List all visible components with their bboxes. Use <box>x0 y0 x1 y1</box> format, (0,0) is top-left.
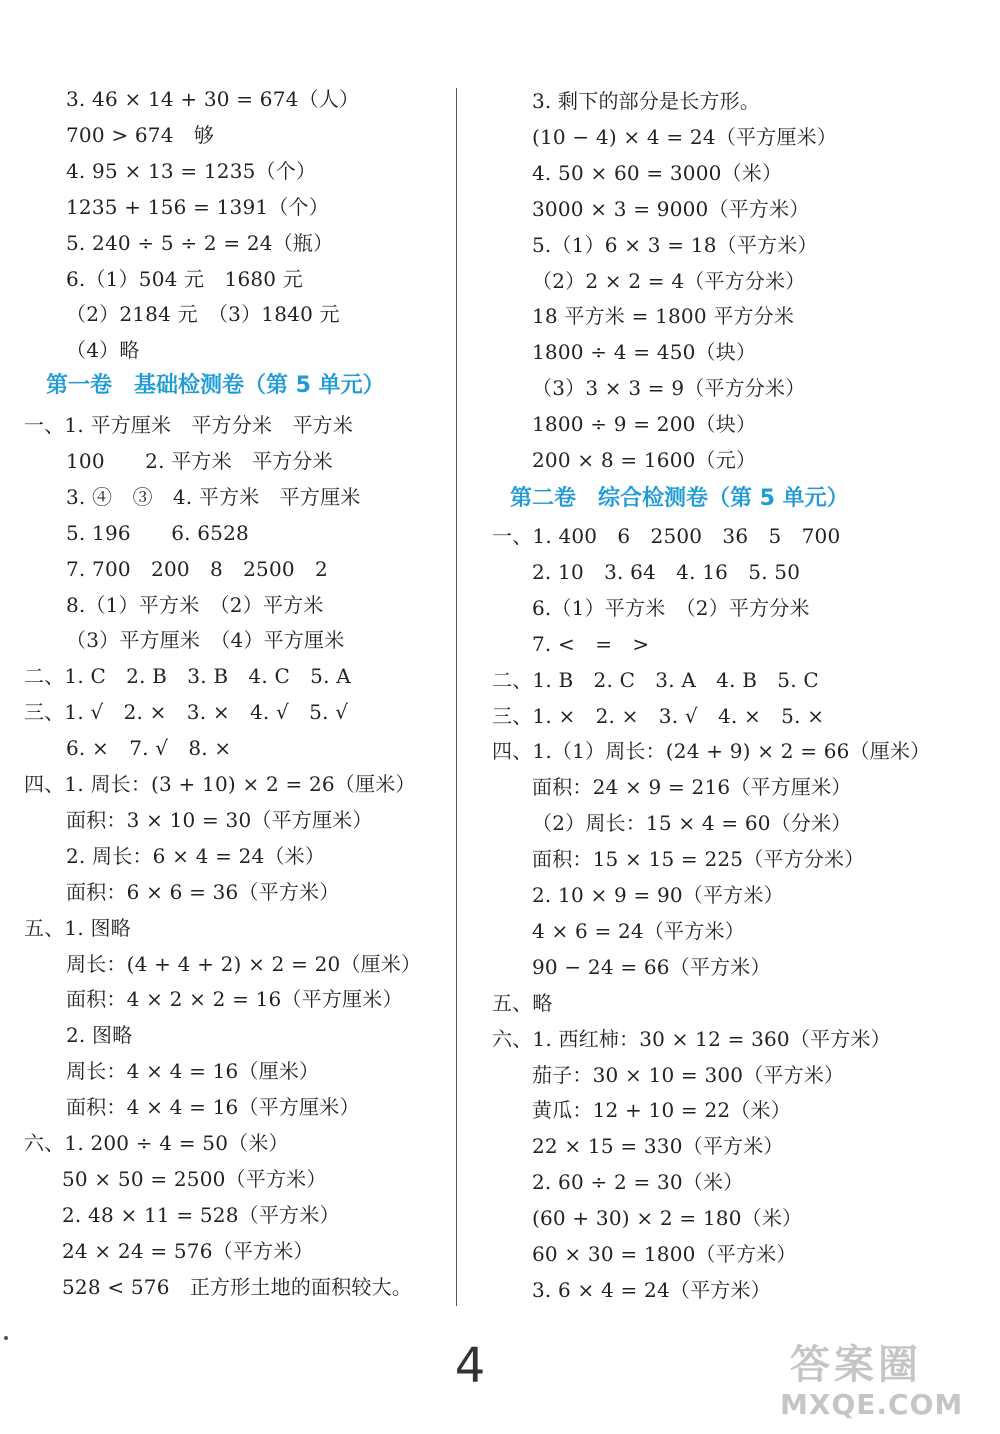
answer-line: （3）3 × 3 = 9（平方分米） <box>532 376 806 401</box>
answer-line: 5. 196 6. 6528 <box>66 520 249 545</box>
answer-line: 黄瓜：12 + 10 = 22（米） <box>532 1098 791 1123</box>
answer-line: 3. ④ ③ 4. 平方米 平方厘米 <box>66 484 361 509</box>
answer-line: 3. 6 × 4 = 24（平方米） <box>532 1277 771 1302</box>
answer-line: 面积：15 × 15 = 225（平方分米） <box>532 847 865 872</box>
answer-line: （2）2184 元 （3）1840 元 <box>66 302 340 327</box>
page-number: 4 <box>454 1338 486 1394</box>
margin-dot <box>4 1336 8 1340</box>
answer-line: 三、1. × 2. × 3. √ 4. × 5. × <box>492 703 825 728</box>
answer-line: 六、1. 200 ÷ 4 = 50（米） <box>24 1131 289 1155</box>
answer-line: 6.（1）平方米 （2）平方分米 <box>532 595 810 620</box>
answer-line: 18 平方米 = 1800 平方分米 <box>532 304 795 329</box>
answer-line: 100 2. 平方米 平方分米 <box>66 448 333 473</box>
answer-line: 4. 95 × 13 = 1235（个） <box>66 158 317 183</box>
answer-line: 面积：24 × 9 = 216（平方厘米） <box>532 775 852 800</box>
answer-line: 五、略 <box>492 990 553 1015</box>
answer-line: 2. 60 ÷ 2 = 30（米） <box>532 1170 744 1195</box>
answer-line: 面积：3 × 10 = 30（平方厘米） <box>66 807 373 832</box>
answer-line: 面积：4 × 4 = 16（平方厘米） <box>66 1095 360 1120</box>
answer-line: 周长：4 × 4 = 16（厘米） <box>66 1059 320 1084</box>
answer-line: 90 − 24 = 66（平方米） <box>532 954 771 979</box>
answer-line: 24 × 24 = 576（平方米） <box>62 1238 314 1263</box>
answer-line: 6.（1）504 元 1680 元 <box>66 266 303 291</box>
answer-line: 5. 240 ÷ 5 ÷ 2 = 24（瓶） <box>66 230 334 255</box>
watermark-title: 答案圈 <box>790 1342 922 1388</box>
answer-line: 周长：(4 + 4 + 2) × 2 = 20（厘米） <box>66 951 422 976</box>
answer-line: 2. 10 3. 64 4. 16 5. 50 <box>532 559 801 584</box>
answer-line: 2. 周长：6 × 4 = 24（米） <box>66 843 326 868</box>
section-heading: 第一卷 基础检测卷（第 5 单元） <box>46 373 385 398</box>
answer-line: 2. 48 × 11 = 528（平方米） <box>62 1202 340 1227</box>
answer-line: 8.（1）平方米 （2）平方米 <box>66 592 324 617</box>
answer-line: 3. 46 × 14 + 30 = 674（人） <box>66 87 360 111</box>
answer-line: 2. 图略 <box>66 1023 133 1048</box>
watermark-url: MXQE.COM <box>780 1388 964 1421</box>
answer-line: 22 × 15 = 330（平方米） <box>532 1134 784 1159</box>
answer-line: （3）平方厘米 （4）平方厘米 <box>66 628 345 653</box>
answer-line: 700 > 674 够 <box>66 122 215 147</box>
answer-line: 4 × 6 = 24（平方米） <box>532 918 745 943</box>
answer-line: 六、1. 西红柿：30 × 12 = 360（平方米） <box>492 1026 891 1051</box>
answer-line: 1235 + 156 = 1391（个） <box>66 194 329 219</box>
answer-line: 50 × 50 = 2500（平方米） <box>62 1166 327 1191</box>
answer-line: 5.（1）6 × 3 = 18（平方米） <box>532 232 818 257</box>
answer-line: 1800 ÷ 4 = 450（块） <box>532 340 757 365</box>
answer-line: 200 × 8 = 1600（元） <box>532 448 757 472</box>
answer-line: （2）2 × 2 = 4（平方分米） <box>532 268 806 293</box>
answer-line: 60 × 30 = 1800（平方米） <box>532 1242 797 1266</box>
answer-line: 面积：6 × 6 = 36（平方米） <box>66 879 340 904</box>
watermark-logo <box>780 1340 990 1426</box>
answer-line: 6. × 7. √ 8. × <box>66 736 232 761</box>
answer-line: 2. 10 × 9 = 90（平方米） <box>532 883 784 907</box>
answer-line: (60 + 30) × 2 = 180（米） <box>532 1206 803 1231</box>
column-divider <box>456 88 457 1306</box>
answer-line: 四、1. 周长：(3 + 10) × 2 = 26（厘米） <box>24 772 416 796</box>
answer-line: （2）周长：15 × 4 = 60（分米） <box>532 811 852 836</box>
answer-line: 四、1.（1）周长：(24 + 9) × 2 = 66（厘米） <box>492 739 931 764</box>
answer-line: (10 − 4) × 4 = 24（平方厘米） <box>532 124 837 149</box>
answer-line: 五、1. 图略 <box>24 915 131 940</box>
answer-line: 一、1. 400 6 2500 36 5 700 <box>492 524 841 548</box>
answer-line: 二、1. C 2. B 3. B 4. C 5. A <box>24 664 351 689</box>
answer-line: （4）略 <box>66 338 140 363</box>
answer-line: 7. < = > <box>532 631 650 656</box>
answer-line: 三、1. √ 2. × 3. × 4. √ 5. √ <box>24 700 349 725</box>
answer-line: 面积：4 × 2 × 2 = 16（平方厘米） <box>66 987 403 1012</box>
answer-line: 一、1. 平方厘米 平方分米 平方米 <box>24 413 354 437</box>
answer-line: 茄子：30 × 10 = 300（平方米） <box>532 1062 845 1087</box>
answer-line: 二、1. B 2. C 3. A 4. B 5. C <box>492 667 819 692</box>
answer-line: 7. 700 200 8 2500 2 <box>66 556 328 581</box>
answer-line: 3000 × 3 = 9000（平方米） <box>532 196 810 221</box>
answer-line: 3. 剩下的部分是长方形。 <box>532 89 761 113</box>
section-heading: 第二卷 综合检测卷（第 5 单元） <box>510 486 849 511</box>
answer-line: 1800 ÷ 9 = 200（块） <box>532 412 757 437</box>
answer-line: 4. 50 × 60 = 3000（米） <box>532 160 783 185</box>
answer-line: 528 < 576 正方形土地的面积较大。 <box>62 1274 413 1299</box>
